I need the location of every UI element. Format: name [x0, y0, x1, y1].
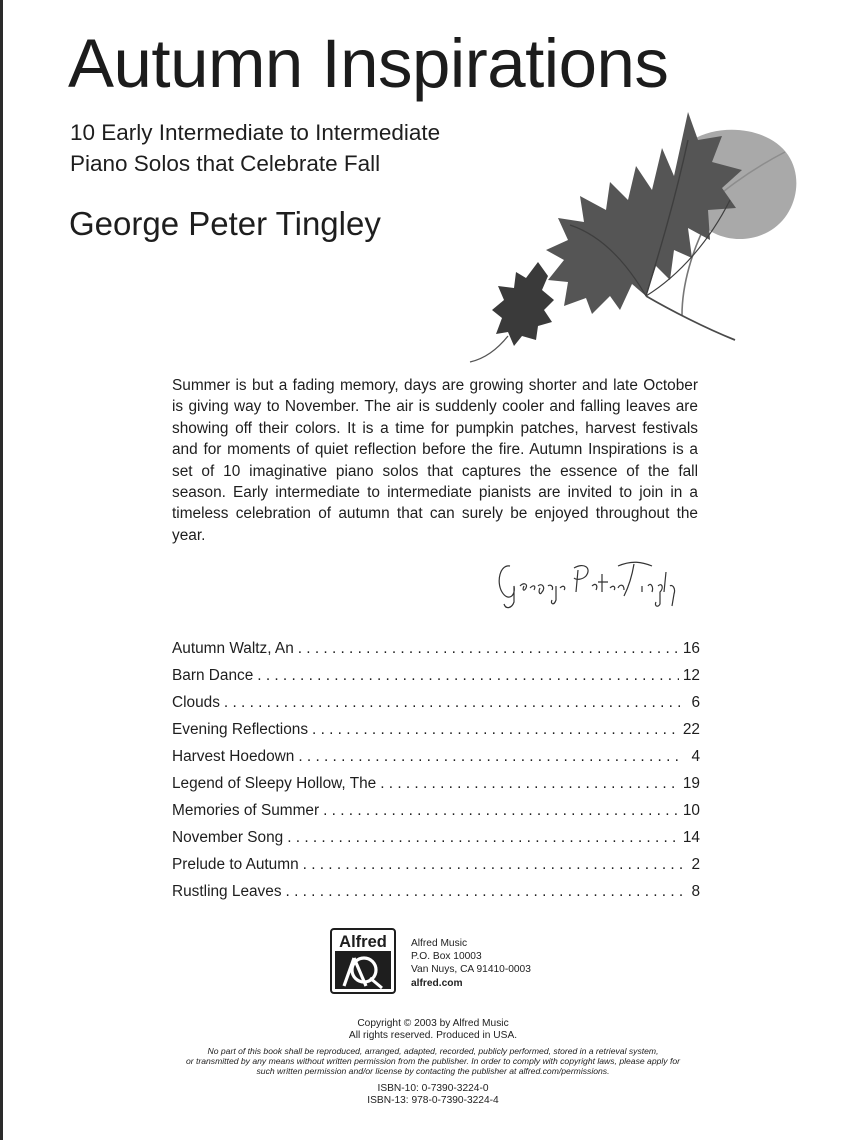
isbn-13: ISBN-13: 978-0-7390-3224-4 [367, 1095, 499, 1107]
toc-dot-leader [303, 856, 682, 874]
toc-entry[interactable] [172, 856, 700, 883]
page-edge-rule [0, 0, 3, 1140]
author-signature [492, 552, 682, 612]
toc-dot-leader [224, 694, 682, 712]
toc-dot-leader [298, 640, 679, 658]
toc-entry[interactable] [172, 802, 700, 829]
legal-line-1: No part of this book shall be reproduced, arranged, adapted, recorded, publicly performed, stored in a retrieval system, [207, 1046, 659, 1056]
toc-page-number: 10 [682, 802, 700, 819]
toc-entry[interactable] [172, 748, 700, 775]
legal-line-2: or transmitted by any means without written permission from the publisher. In order to comply with copyright laws, please apply for [185, 1056, 681, 1067]
svg-text:Alfred: Alfred [339, 933, 387, 951]
isbn-10: ISBN-10: 0-7390-3224-0 [377, 1083, 489, 1094]
toc-page-number: 2 [691, 856, 700, 873]
copyright-notice [0, 1018, 866, 1043]
toc-title: Harvest Hoedown [172, 748, 295, 765]
toc-page-number: 16 [682, 640, 700, 657]
book-subtitle [70, 117, 440, 179]
publisher-website-link[interactable]: alfred.com [411, 977, 463, 989]
book-title: Autumn Inspirations [68, 25, 669, 102]
toc-page-number: 14 [682, 829, 700, 846]
publisher-address-line-1: P.O. Box 10003 [411, 951, 482, 963]
oak-leaf-icon [470, 262, 554, 362]
alfred-logo-icon [330, 928, 396, 994]
toc-page-number: 22 [682, 721, 700, 738]
toc-title: Evening Reflections [172, 721, 309, 738]
toc-entry[interactable] [172, 640, 700, 667]
legal-notice [0, 1046, 866, 1077]
toc-title: Barn Dance [172, 667, 254, 684]
toc-page-number: 12 [682, 667, 700, 684]
copyright-line-1: Copyright © 2003 by Alfred Music [357, 1018, 509, 1029]
toc-title: Clouds [172, 694, 220, 711]
toc-page-number: 6 [691, 694, 700, 711]
toc-title: Rustling Leaves [172, 883, 282, 900]
intro-paragraph: Summer is but a fading memory, days are growing shorter and late October is giving way to November. The air is suddenly cooler and falling leaves are showing off their colors. It is a time for pumpkin patches, harvest festivals and for moments of quiet reflection before the fire. Autumn Inspirations is a set of 10 imaginative piano solos that captures the essence of the fall season. Early intermediate to intermediate pianists are invited to join in a timeless celebration of autumn that can surely be enjoyed throughout the year. [172, 377, 698, 544]
author-name: George Peter Tingley [69, 205, 381, 242]
toc-entry[interactable] [172, 667, 700, 694]
toc-entry[interactable] [172, 775, 700, 802]
toc-dot-leader [287, 829, 679, 847]
subtitle-line-2: Piano Solos that Celebrate Fall [70, 151, 381, 176]
toc-entry[interactable] [172, 883, 700, 910]
publisher-name: Alfred Music [411, 938, 468, 949]
toc-dot-leader [380, 775, 679, 793]
toc-title: Memories of Summer [172, 802, 320, 819]
toc-title: Legend of Sleepy Hollow, The [172, 775, 377, 792]
publisher-address-line-2: Van Nuys, CA 91410-0003 [411, 964, 531, 976]
toc-dot-leader [323, 802, 679, 820]
toc-title: Autumn Waltz, An [172, 640, 294, 657]
toc-page-number: 4 [691, 748, 700, 765]
legal-line-3: such written permission and/or license by contacting the publisher at alfred.com/permissions. [256, 1066, 610, 1077]
toc-dot-leader [257, 667, 679, 685]
toc-page-number: 8 [691, 883, 700, 900]
isbn-block [0, 1083, 866, 1108]
toc-title: November Song [172, 829, 284, 846]
toc-entry[interactable] [172, 694, 700, 721]
table-of-contents [172, 640, 700, 910]
toc-entry[interactable] [172, 721, 700, 748]
publisher-address [411, 937, 531, 990]
toc-title: Prelude to Autumn [172, 856, 299, 873]
toc-dot-leader [312, 721, 679, 739]
toc-dot-leader [298, 748, 682, 766]
autumn-leaves-illustration [460, 100, 805, 365]
subtitle-line-1: 10 Early Intermediate to Intermediate [70, 120, 441, 145]
toc-page-number: 19 [682, 775, 700, 792]
toc-dot-leader [286, 883, 682, 901]
toc-entry[interactable] [172, 829, 700, 856]
copyright-line-2: All rights reserved. Produced in USA. [348, 1030, 518, 1042]
